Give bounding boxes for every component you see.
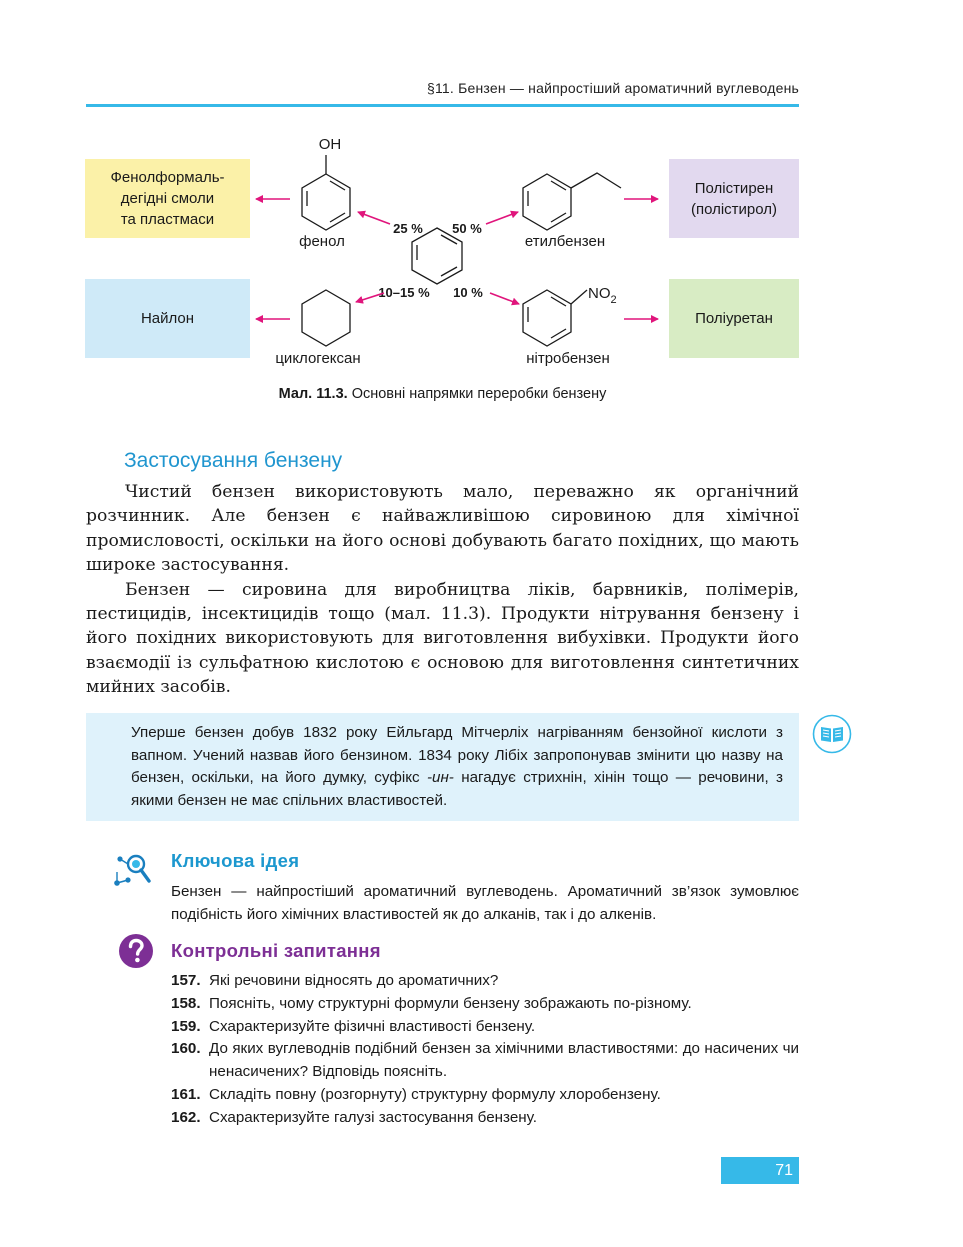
ethylbenzene-structure [523, 173, 621, 230]
ethylbenzene-label: етилбензен [524, 233, 606, 250]
arrow-to-phenol [358, 212, 390, 224]
question-item: 161. Складіть повну (розгорнуту) структурну формулу хлоробензену. [171, 1085, 661, 1103]
cyclohexane-structure [302, 290, 350, 346]
key-idea-icon [111, 850, 153, 892]
box-polyurethane: Поліуретан [669, 279, 799, 358]
info-text: Уперше бензен добув 1832 року Ейльгард Мітчерліх нагріванням бензойної кислоти з вапном. Учений назвав його бензином. 1834 року Лібіх запропонував змінити цю назву на бензен, оскільки, на його думку, суфікс -ин- нагадує стрихнін, хінін тощо — речовини, з якими бензен не має спільних властивостей. [131, 724, 783, 809]
question-item: 162. Схарактеризуйте галузі застосування бензену. [171, 1108, 537, 1126]
phenol-structure [302, 155, 350, 230]
paragraph-2: Бензен — сировина для виробництва ліків, барвників, полімерів, пестицидів, інсектицидів тощо (мал. 11.3). Продукти нітрування бензену і його похідних використовують для виготовлення вибухівки. Продукти його взаємодії із сульфатною кислотою є основою для виготовлення синтетичних мийних засобів. [86, 579, 799, 698]
benzene-structure [412, 228, 462, 284]
percent-ethylbenzene: 50 % [452, 221, 482, 236]
paragraph-1: Чистий бензен використовують мало, переважно як органічний розчинник. Але бензен є найважливішою сировиною для хімічної промисловості, оскільки на його основі добувають багато похідних, що мають широке застосування. [86, 482, 799, 576]
running-head: §11. Бензен — найпростіший ароматичний вуглеводень [426, 80, 799, 96]
nitrobenzene-structure [523, 290, 587, 346]
benzene-processing-scheme [0, 0, 963, 380]
book-icon [812, 714, 852, 754]
key-idea-title: Ключова ідея [171, 850, 300, 871]
question-item: 159. Схарактеризуйте фізичні властивості бензену. [171, 1017, 536, 1035]
arrow-to-nitrobenzene [490, 293, 519, 304]
phenol-oh-label: OH [318, 136, 342, 153]
percent-phenol: 25 % [393, 221, 423, 236]
question-icon [118, 933, 154, 969]
body-text [86, 480, 799, 700]
box-phenol-resins: Фенолформаль- дегідні смоли та пластмаси [85, 159, 250, 238]
box-polystyrene: Полістирен (полістирол) [669, 159, 799, 238]
arrow-to-ethylbenzene [486, 212, 518, 224]
questions-title: Контрольні запитання [171, 940, 381, 961]
section-title: Застосування бензену [124, 449, 343, 472]
phenol-label: фенол [299, 233, 345, 250]
question-item: 160. До яких вуглеводнів подібний бензен за хімічними властивостями: до насичених чи ненасичених? Відповідь поясніть. [171, 1040, 799, 1081]
key-idea-text: Бензен — найпростіший ароматичний вуглеводень. Ароматичний зв’язок зумовлює подібність його хімічних властивостей як до алканів, так і до алкенів. [171, 883, 799, 923]
nitrobenzene-label: нітробензен [526, 350, 610, 367]
question-item: 157. Які речовини відносять до ароматичних? [171, 972, 499, 989]
questions-list [171, 970, 799, 1130]
box-nylon: Найлон [85, 279, 250, 358]
percent-cyclohexane: 10–15 % [378, 285, 430, 300]
page-number: 71 [721, 1157, 799, 1184]
figure-caption: Мал. 11.3. Основні напрямки переробки бензену [278, 386, 607, 402]
percent-nitrobenzene: 10 % [453, 285, 483, 300]
cyclohexane-label: циклогексан [275, 350, 361, 367]
nitro-group-label: $NO_2$ [588, 285, 617, 306]
question-item: 158. Поясніть, чому структурні формули бензену зображають по-різному. [171, 994, 692, 1012]
